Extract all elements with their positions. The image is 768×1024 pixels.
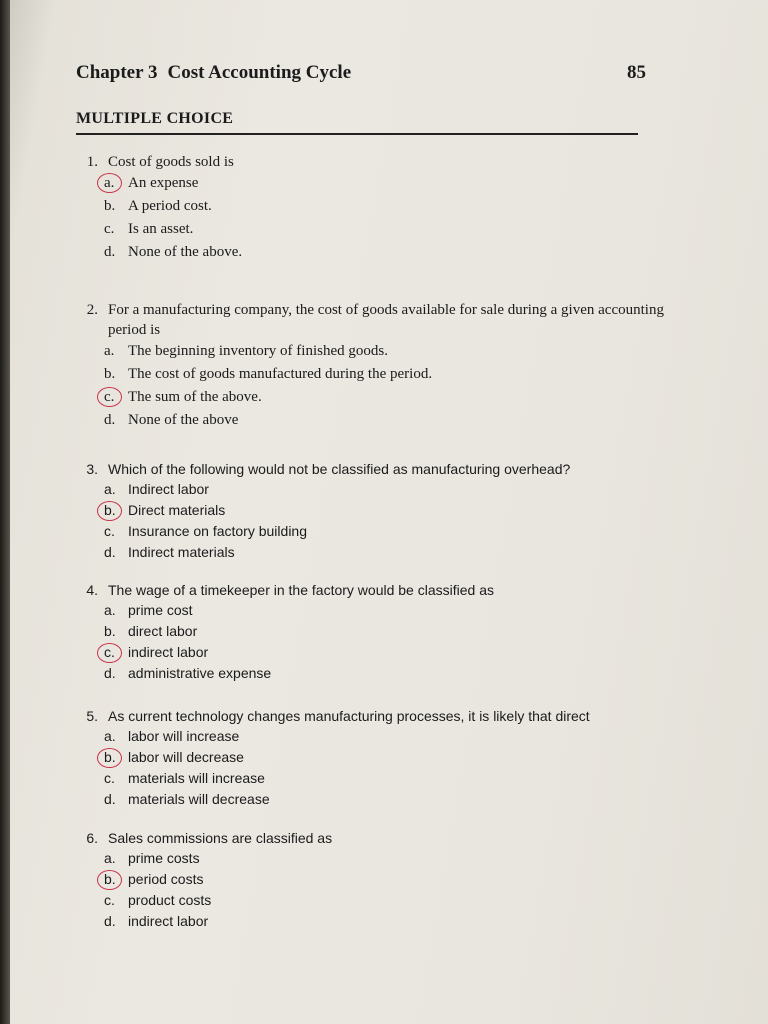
option-letter-text: b.: [104, 502, 116, 518]
option-text: labor will decrease: [128, 749, 244, 765]
option-letter: [104, 768, 128, 789]
question-stem: [68, 828, 668, 848]
option-letter: [104, 600, 128, 621]
question-text: Cost of goods sold is: [108, 154, 234, 170]
option-letter-text: a.: [104, 175, 115, 191]
option-letter-text: c.: [104, 770, 115, 786]
option-text: indirect labor: [128, 913, 209, 929]
answer-option: [104, 789, 668, 810]
answer-option: [104, 241, 668, 264]
answer-option: [104, 363, 668, 386]
option-letter-text: d.: [104, 665, 116, 681]
answer-option: [104, 479, 668, 500]
section-divider: [76, 133, 638, 135]
option-letter: [104, 663, 128, 684]
option-text: materials will decrease: [128, 791, 270, 807]
answer-option: [104, 500, 668, 521]
option-letter-text: b.: [104, 198, 116, 214]
option-text: Indirect labor: [128, 481, 209, 497]
question-stem: [68, 580, 668, 600]
chapter-heading: [76, 62, 351, 84]
option-letter: [104, 621, 128, 642]
option-text: prime costs: [128, 850, 200, 866]
option-letter: [104, 789, 128, 810]
question-number: 3.: [86, 461, 98, 477]
option-letter: [104, 642, 128, 663]
option-letter-text: b.: [104, 871, 116, 887]
answer-option: [104, 663, 668, 684]
option-text: The beginning inventory of finished goods.: [128, 343, 388, 359]
answer-option: [104, 726, 668, 747]
option-letter: [104, 340, 128, 363]
option-letter: [104, 386, 128, 409]
question-6: [68, 828, 668, 932]
option-text: Direct materials: [128, 502, 226, 518]
question-4: [68, 580, 668, 684]
option-letter-text: c.: [104, 523, 115, 539]
answer-options: [104, 479, 668, 563]
answer-options: [104, 340, 668, 432]
option-text: Is an asset.: [128, 221, 194, 237]
chapter-title: Cost Accounting Cycle: [167, 62, 352, 83]
option-letter-text: b.: [104, 623, 116, 639]
answer-circle-mark: [97, 748, 122, 768]
question-1: [68, 152, 668, 264]
question-text: As current technology changes manufacturing processes, it is likely that direct: [108, 708, 590, 724]
answer-option: [104, 911, 668, 932]
question-3: [68, 459, 668, 563]
answer-circle-mark: [97, 643, 122, 663]
answer-option: [104, 386, 668, 409]
book-spine: [0, 0, 10, 1024]
option-text: labor will increase: [128, 728, 240, 744]
textbook-page: [10, 0, 768, 1024]
question-stem: [68, 152, 668, 172]
option-text: indirect labor: [128, 644, 209, 660]
answer-option: [104, 848, 668, 869]
option-letter: [104, 195, 128, 218]
option-letter: [104, 911, 128, 932]
option-letter-text: c.: [104, 389, 115, 405]
option-letter: [104, 747, 128, 768]
answer-option: [104, 621, 668, 642]
option-letter-text: a.: [104, 602, 116, 618]
option-letter-text: d.: [104, 544, 116, 560]
question-text: Sales commissions are classified as: [108, 830, 333, 846]
question-number: 6.: [86, 830, 98, 846]
option-text: A period cost.: [128, 198, 212, 214]
option-letter-text: c.: [104, 221, 115, 237]
answer-option: [104, 195, 668, 218]
question-number: 5.: [86, 708, 98, 724]
option-letter-text: b.: [104, 366, 116, 382]
option-letter-text: c.: [104, 644, 115, 660]
option-text: Insurance on factory building: [128, 523, 307, 539]
option-text: period costs: [128, 871, 204, 887]
answer-circle-mark: [97, 870, 122, 890]
question-2: [68, 300, 668, 432]
option-letter-text: c.: [104, 892, 115, 908]
option-text: Indirect materials: [128, 544, 235, 560]
option-text: None of the above.: [128, 244, 243, 260]
option-letter: [104, 521, 128, 542]
answer-options: [104, 726, 668, 810]
option-letter: [104, 848, 128, 869]
option-letter-text: d.: [104, 412, 116, 428]
option-letter-text: a.: [104, 728, 116, 744]
option-letter-text: d.: [104, 791, 116, 807]
question-text: Which of the following would not be classified as manufacturing overhead?: [108, 461, 571, 477]
option-letter-text: b.: [104, 749, 116, 765]
option-letter: [104, 363, 128, 386]
option-text: The sum of the above.: [128, 389, 262, 405]
option-letter-text: d.: [104, 913, 116, 929]
question-text: The wage of a timekeeper in the factory would be classified as: [108, 582, 494, 598]
answer-option: [104, 642, 668, 663]
option-letter: [104, 218, 128, 241]
option-text: None of the above: [128, 412, 239, 428]
question-stem: [68, 459, 668, 479]
chapter-label: Chapter 3: [76, 62, 158, 83]
answer-circle-mark: [97, 387, 122, 407]
option-letter: [104, 241, 128, 264]
section-title: MULTIPLE CHOICE: [76, 110, 234, 127]
question-number: 1.: [86, 154, 98, 170]
option-text: product costs: [128, 892, 212, 908]
option-letter: [104, 500, 128, 521]
option-letter-text: d.: [104, 244, 116, 260]
option-text: materials will increase: [128, 770, 265, 786]
answer-option: [104, 340, 668, 363]
option-text: An expense: [128, 175, 199, 191]
option-letter: [104, 409, 128, 432]
answer-option: [104, 218, 668, 241]
question-number: 2.: [86, 302, 98, 318]
option-text: The cost of goods manufactured during the period.: [128, 366, 433, 382]
answer-option: [104, 172, 668, 195]
question-text: For a manufacturing company, the cost of goods available for sale during a given accounting period is: [108, 302, 664, 338]
answer-option: [104, 542, 668, 563]
answer-option: [104, 768, 668, 789]
question-number: 4.: [86, 582, 98, 598]
answer-option: [104, 890, 668, 911]
question-stem: [68, 300, 668, 340]
option-letter-text: a.: [104, 343, 115, 359]
option-text: prime cost: [128, 602, 193, 618]
option-letter: [104, 479, 128, 500]
option-letter: [104, 542, 128, 563]
question-stem: [68, 706, 668, 726]
answer-circle-mark: [97, 173, 122, 193]
answer-option: [104, 521, 668, 542]
question-5: [68, 706, 668, 810]
option-letter: [104, 869, 128, 890]
answer-option: [104, 747, 668, 768]
answer-option: [104, 600, 668, 621]
option-letter-text: a.: [104, 481, 116, 497]
answer-circle-mark: [97, 501, 122, 521]
option-letter: [104, 890, 128, 911]
page-header: [76, 62, 650, 84]
answer-option: [104, 409, 668, 432]
answer-options: [104, 172, 668, 264]
option-letter: [104, 172, 128, 195]
option-letter-text: a.: [104, 850, 116, 866]
answer-options: [104, 848, 668, 932]
answer-options: [104, 600, 668, 684]
option-text: direct labor: [128, 623, 198, 639]
option-letter: [104, 726, 128, 747]
page-number: 85: [627, 62, 646, 83]
answer-option: [104, 869, 668, 890]
option-text: administrative expense: [128, 665, 272, 681]
